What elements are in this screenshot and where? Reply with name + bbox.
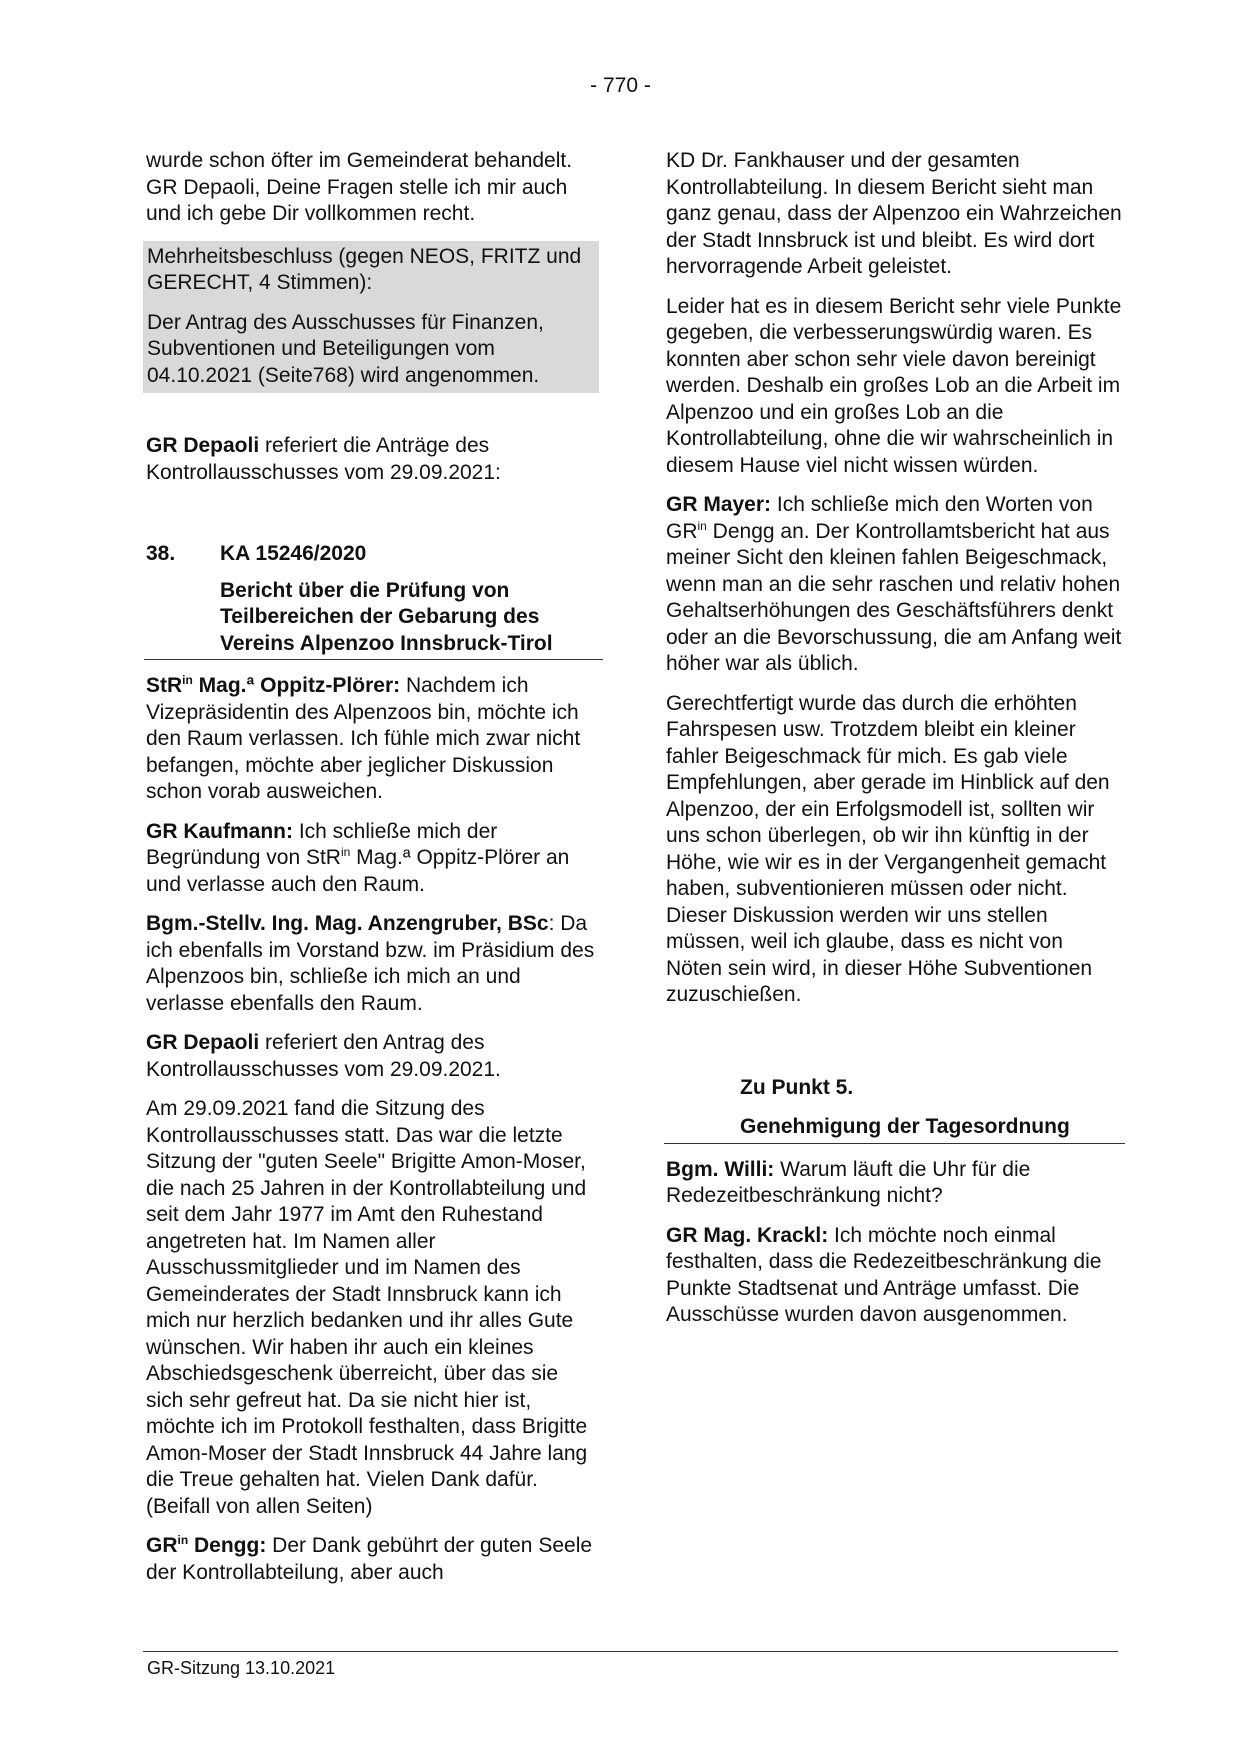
speaker-name: $GR^{in}$ Dengg: [146,1533,267,1557]
agenda-point-label: Zu Punkt 5. [740,1075,854,1099]
sitzung-paragraph: Am 29.09.2021 fand die Sitzung des Kontrollausschusses statt. Das war die letzte Sitzung der "guten Seele" Brigitte Amon-Moser, die nach 25 Jahren in der Kontrollabteilung und seit dem Jahr 1977 im Amt den Ruhestand angetreten hat. Im Namen aller Ausschussmitglieder und im Namen des Gemeinderates der Stadt Innsbruck kann ich mich nur herzlich bedanken und ihr alles Gute wünschen. Wir haben ihr auch ein kleines Abschiedsgeschenk überreicht, über das sie sich sehr gefreut hat. Da sie nicht hier ist, möchte ich im Protokoll festhalten, dass Brigitte Amon-Moser der Stadt Innsbruck 44 Jahre lang die Treue gehalten hat. Vielen Dank dafür. (Beifall von allen Seiten) [146,1097,588,1518]
statement-text: : Da ich ebenfalls im Vorstand bzw. im Präsidium des Alpenzoos bin, schließe ich mich an und verlasse ebenfalls den Raum. [146,912,595,1015]
footer-divider [143,1651,1118,1652]
speaker-name: GR Mag. Krackl: [666,1223,829,1247]
depaoli-statement-1 [146,433,600,486]
item-divider [144,659,603,660]
agenda-item-code: KA 15246/2020 [220,542,367,565]
statement-text: Nachdem ich Vizepräsidentin des Alpenzoos bin, möchte ich den Raum verlassen. Ich fühle mich zwar nicht befangen, möchte aber jeglicher Diskussion schon vorab ausweichen. [146,674,581,803]
agenda-item-title: Bericht über die Prüfung von Teilbereichen der Gebarung des Vereins Alpenzoo Innsbruck-Tirol [220,578,553,655]
gerecht-paragraph: Gerechtfertigt wurde das durch die erhöhten Fahrspesen usw. Trotzdem bleibt ein kleiner fahler Beigeschmack für mich. Es gab viele Empfehlungen, aber gerade im Hinblick auf den Alpenzoo, der ein Erfolgsmodell ist, sollten wir uns schon überlegen, ob wir ihn künftig in der Höhe, wie wir es in der Vergangenheit gemacht haben, subventionieren müssen oder nicht. Dieser Diskussion werden wir uns stellen müssen, weil ich glaube, dass es nicht von Nöten sein wird, in dieser Höhe Subventionen zuzuschießen. [666,691,1110,1006]
depaoli-statement-2 [146,1030,600,1083]
kaufmann-statement: GR Kaufmann: Ich schließe mich der Begründung von StR$^{in}$ Mag.ª Oppitz-Plörer an und verlasse auch den Raum. [146,819,570,896]
speaker-name: GR Depaoli [146,1031,260,1054]
page-number: - 770 - [590,74,651,97]
speaker-name: Bgm.-Stellv. Ing. Mag. Anzengruber, BSc [146,912,549,935]
statement-text: Warum läuft die Uhr für die Redezeitbeschränkung nicht? [666,1157,1031,1207]
decision-text: Der Antrag des Ausschusses für Finanzen, Subventionen und Beteiligungen vom 04.10.2021 (Seite768) wird angenommen. [147,310,544,387]
agenda-item-number: 38. [146,542,176,565]
decision-vote: Mehrheitsbeschluss (gegen NEOS, FRITZ und GERECHT, 4 Stimmen): [147,244,582,294]
footer-text: GR-Sitzung 13.10.2021 [147,1658,336,1678]
agenda-item-header [146,541,600,568]
intro-paragraph: wurde schon öfter im Gemeinderat behandelt. GR Depaoli, Deine Fragen stelle ich mir auch und ich gebe Dir vollkommen recht. [146,149,573,225]
krackl-statement [666,1223,1122,1329]
speaker-name: GR Mayer: [666,493,772,516]
dengg-statement [146,1533,600,1586]
agenda-point-title: Genehmigung der Tagesordnung [740,1115,1070,1138]
statement-text: Der Dank gebührt der guten Seele der Kontrollabteilung, aber auch [146,1534,593,1584]
anzengruber-statement [146,911,600,1017]
statement-text: referiert die Anträge des Kontrollausschusses vom 29.09.2021: [146,434,501,484]
speaker-name: GR Depaoli [146,434,260,457]
speaker-name: StR$^{in}$ Mag.ª Oppitz-Plörer: [146,673,401,697]
left-column [146,148,600,1599]
oppitz-statement [146,673,600,806]
mayer-statement: GR Mayer: Ich schließe mich den Worten von $GR^{in}$ Dengg an. Der Kontrollamtsbericht hat aus meiner Sicht den kleinen fahlen Beigeschmack, wenn man an die sehr raschen und relativ hohen Gehaltserhöhungen des Geschäftsführers denkt oder an die Bevorschussung, die am Anfang weit höher war als üblich. [666,493,1122,675]
fankhauser-paragraph: KD Dr. Fankhauser und der gesamten Kontrollabteilung. In diesem Bericht sieht man ganz genau, dass der Alpenzoo ein Wahrzeichen der Stadt Innsbruck ist und bleibt. Es wird dort hervorragende Arbeit geleistet. [666,149,1122,278]
statement-text: Ich möchte noch einmal festhalten, dass die Redezeitbeschränkung die Punkte Stadtsenat und Anträge umfasst. Die Ausschüsse wurden davon ausgenommen. [666,1223,1102,1326]
speaker-name: Bgm. Willi: [666,1157,775,1181]
statement-text: referiert den Antrag des Kontrollausschusses vom 29.09.2021. [146,1031,501,1081]
leider-paragraph: Leider hat es in diesem Bericht sehr viele Punkte gegeben, die verbesserungswürdig waren. Es konnten aber schon sehr viele davon bereinigt werden. Deshalb ein großes Lob an die Arbeit im Alpenzoo und ein großes Lob an die Kontrollabteilung, ohne die wir wahrscheinlich in diesem Hause viel nicht wissen würden. [666,294,1122,477]
right-column [666,148,1122,1342]
willi-statement [666,1157,1122,1210]
point-divider [664,1143,1125,1144]
decision-box [143,241,599,394]
speaker-name: GR Kaufmann: [146,819,293,843]
